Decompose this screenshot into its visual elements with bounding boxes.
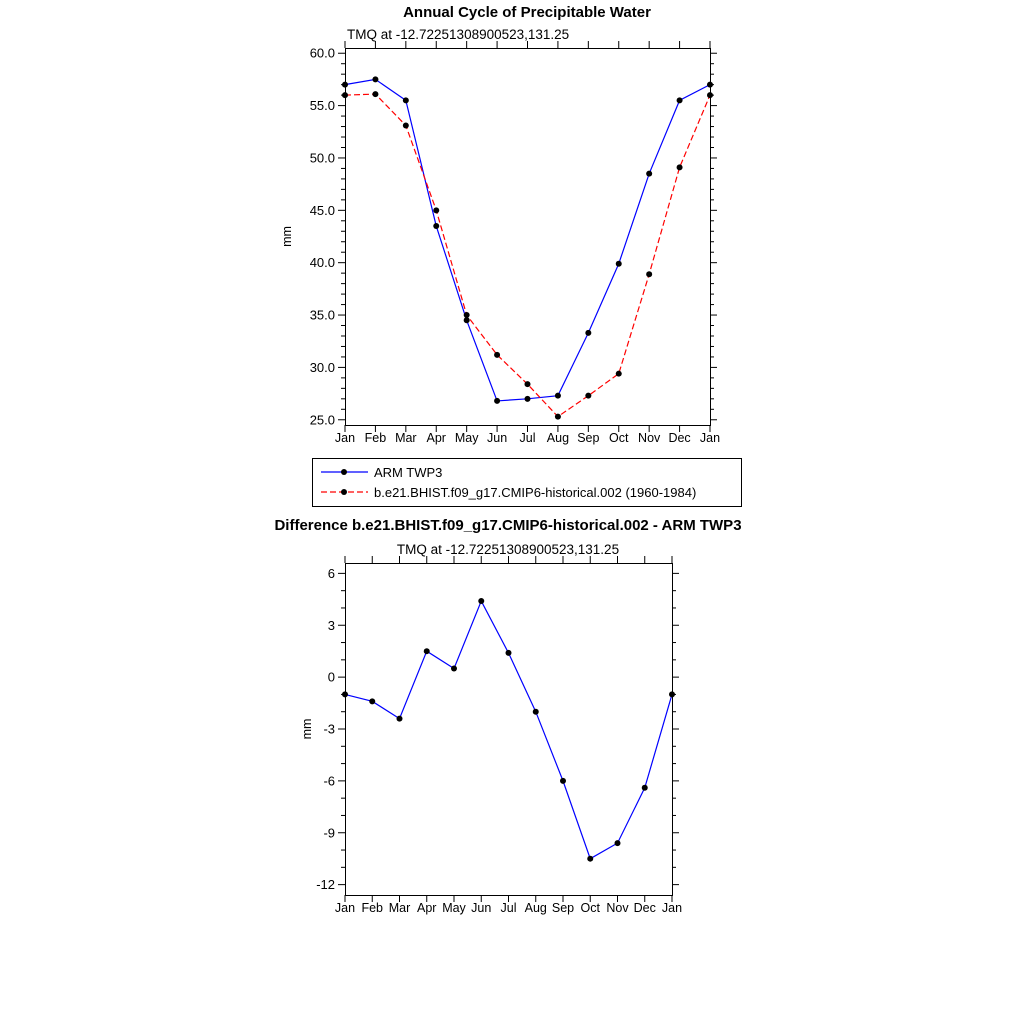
svg-text:Sep: Sep	[577, 431, 600, 445]
chart-1	[300, 556, 682, 915]
svg-text:Aug: Aug	[546, 431, 570, 445]
legend-label-arm-twp3: ARM TWP3	[374, 464, 443, 480]
svg-text:-9: -9	[323, 825, 335, 841]
legend	[312, 458, 742, 507]
svg-text:Dec: Dec	[633, 901, 656, 915]
chart-0-axes	[338, 41, 717, 432]
svg-text:Jan: Jan	[334, 431, 356, 445]
svg-text:mm: mm	[300, 718, 314, 740]
svg-text:35.0: 35.0	[309, 307, 335, 323]
chart-1-axes	[338, 556, 679, 902]
svg-text:Apr: Apr	[417, 901, 437, 915]
chart-0	[280, 41, 720, 445]
svg-text:Oct: Oct	[580, 901, 600, 915]
svg-text:Feb: Feb	[364, 431, 387, 445]
svg-text:Jun: Jun	[471, 901, 492, 915]
legend-line-sample-dashed	[320, 487, 370, 497]
svg-text:40.0: 40.0	[309, 255, 335, 271]
svg-text:60.0: 60.0	[309, 45, 335, 61]
svg-text:25.0: 25.0	[309, 412, 335, 428]
svg-text:Jun: Jun	[487, 431, 508, 445]
difference-chart-subtitle: TMQ at -12.72251308900523,131.25	[396, 542, 620, 557]
svg-text:50.0: 50.0	[309, 150, 335, 166]
svg-text:Mar: Mar	[395, 431, 417, 445]
svg-text:Jul: Jul	[519, 431, 536, 445]
svg-text:-12: -12	[316, 877, 335, 893]
svg-text:30.0: 30.0	[309, 359, 335, 375]
svg-text:45.0: 45.0	[309, 202, 335, 218]
legend-item-arm-twp3	[313, 462, 741, 482]
chart-0-labels	[280, 46, 720, 445]
svg-text:Jan: Jan	[334, 901, 356, 915]
svg-text:6: 6	[327, 565, 335, 581]
legend-label-model: b.e21.BHIST.f09_g17.CMIP6-historical.002 (1960-1984)	[374, 484, 697, 500]
svg-text:55.0: 55.0	[309, 98, 335, 114]
svg-text:Oct: Oct	[609, 431, 629, 445]
svg-text:3: 3	[327, 617, 335, 633]
svg-text:Nov: Nov	[638, 431, 661, 445]
legend-line-sample-solid	[320, 467, 370, 477]
svg-text:Feb: Feb	[361, 901, 384, 915]
chart-1-labels	[300, 566, 682, 915]
top-chart-subtitle: TMQ at -12.72251308900523,131.25	[347, 27, 570, 42]
svg-text:0: 0	[327, 669, 335, 685]
legend-item-model	[313, 482, 741, 502]
svg-text:Nov: Nov	[606, 901, 629, 915]
svg-text:Jan: Jan	[661, 901, 683, 915]
svg-text:Apr: Apr	[426, 431, 446, 445]
svg-text:-6: -6	[323, 773, 335, 789]
svg-text:Aug: Aug	[524, 901, 547, 915]
top-chart-title: Annual Cycle of Precipitable Water	[403, 4, 651, 21]
svg-text:Jan: Jan	[699, 431, 721, 445]
chart-0-series-1	[342, 91, 713, 420]
svg-text:mm: mm	[280, 226, 294, 247]
svg-text:Jul: Jul	[500, 901, 517, 915]
difference-chart-title: Difference b.e21.BHIST.f09_g17.CMIP6-historical.002 - ARM TWP3	[274, 517, 742, 534]
svg-text:Dec: Dec	[668, 431, 691, 445]
svg-text:Sep: Sep	[551, 901, 575, 915]
svg-text:-3: -3	[323, 721, 335, 737]
chart-0-series-0	[342, 76, 713, 403]
svg-text:May: May	[454, 431, 479, 445]
chart-1-series-0	[342, 598, 675, 862]
svg-text:Mar: Mar	[388, 901, 411, 915]
svg-text:May: May	[442, 901, 466, 915]
